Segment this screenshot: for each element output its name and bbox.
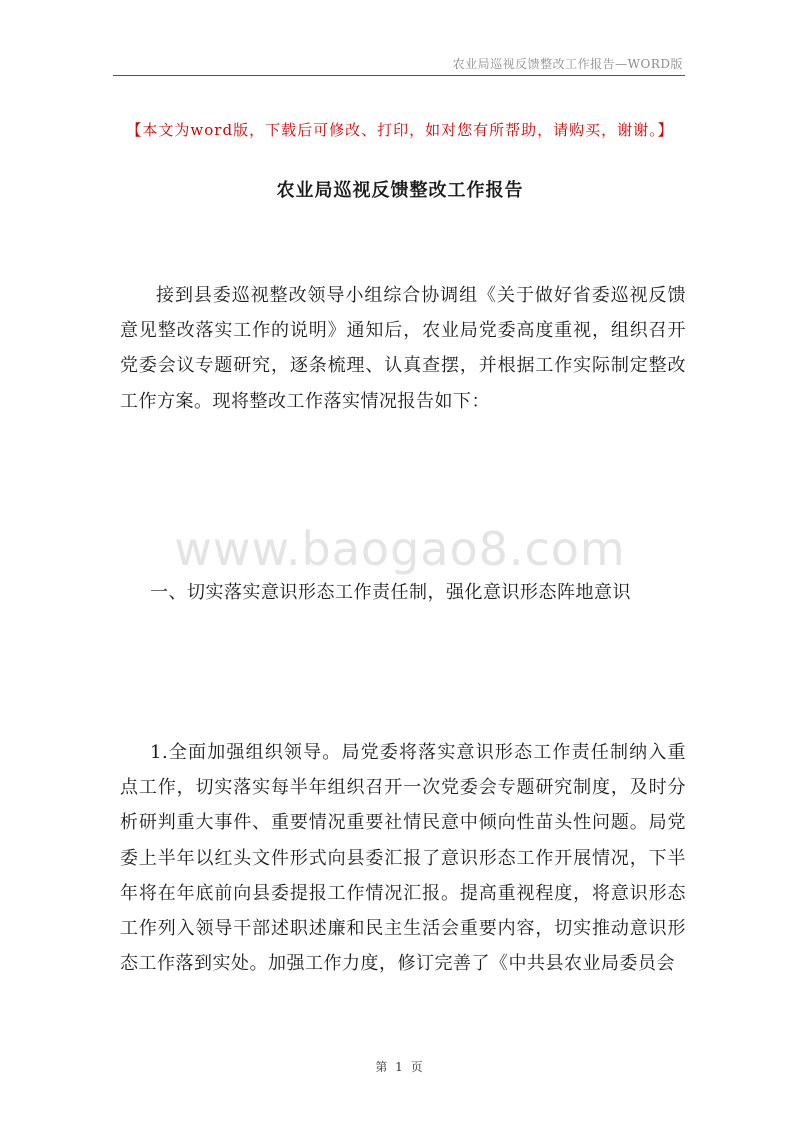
purchase-notice: 【本文为word版，下载后可修改、打印，如对您有所帮助，请购买，谢谢。】: [126, 121, 674, 139]
body-paragraph: 1.全面加强组织领导。局党委将落实意识形态工作责任制纳入重点工作，切实落实每半年组织召开一次党委会专题研究制度，及时分析研判重大事件、重要情况重要社情民意中倾向性苗头性问题。局党委上半年以红头文件形式向县委汇报了意识形态工作开展情况，下半年将在年底前向县委提报工作情况汇报。提高重视程度，将意识形态工作列入领导干部述职述廉和民主生活会重要内容，切实推动意识形态工作落到实处。加强工作力度，修订完善了《中共县农业局委员会: [120, 742, 686, 975]
running-header: 农业局巡视反馈整改工作报告—WORD版: [452, 57, 683, 71]
intro-paragraph: 接到县委巡视整改领导小组综合协调组《关于做好省委巡视反馈意见整改落实工作的说明》通知后，农业局党委高度重视，组织召开党委会议专题研究，逐条梳理、认真查摆，并根据工作实际制定整改工作方案。现将整改工作落实情况报告如下：: [120, 285, 686, 412]
page-number: 第 1 页: [375, 1060, 425, 1074]
section-heading: 一、切实落实意识形态工作责任制，强化意识形态阵地意识: [150, 582, 631, 603]
document-title: 农业局巡视反馈整改工作报告: [276, 180, 524, 201]
watermark: www.baogao8.com: [174, 522, 626, 576]
header-divider: [113, 75, 685, 76]
